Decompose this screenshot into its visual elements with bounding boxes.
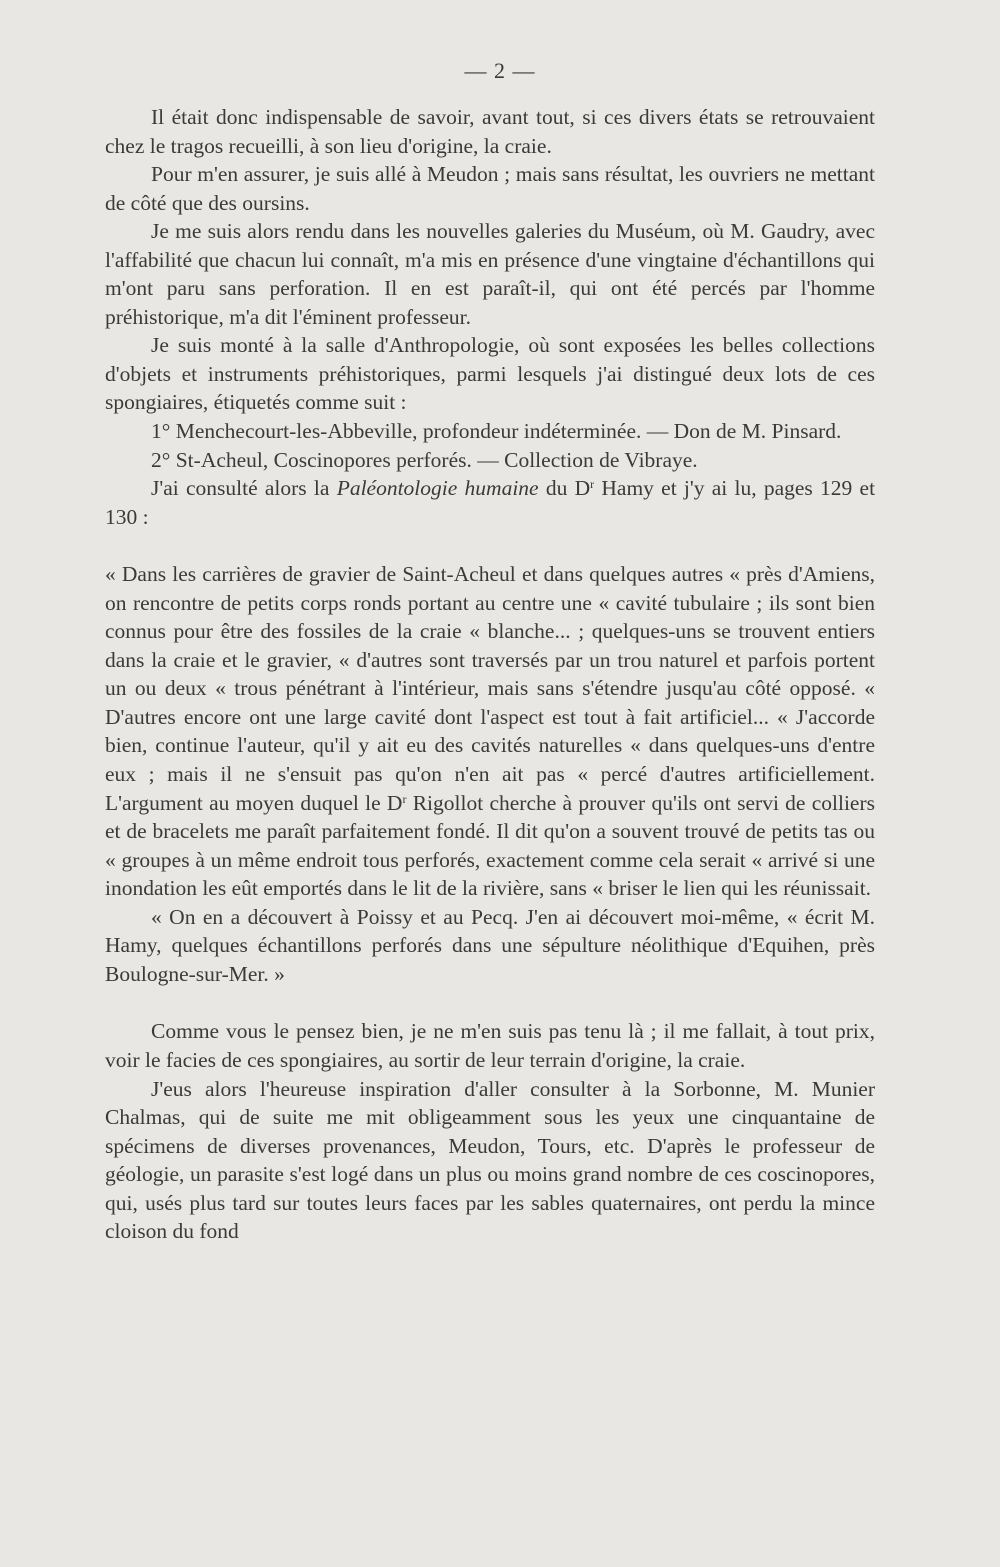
paragraph: J'eus alors l'heureuse inspiration d'aller consulter à la Sorbonne, M. Munier Chalmas, qui de suite me mit obligeamment sous les yeux une cinquantaine de spécimens de diverses provenances, Meudon, Tours, etc. D'après le professeur de géologie, un parasite s'est logé dans un plus ou moins grand nombre de ces coscinopores, qui, usés plus tard sur toutes leurs faces par les sables quaternaires, ont perdu la mince cloison du fond [105, 1076, 875, 1244]
quotation [105, 560, 875, 903]
spacer [105, 988, 875, 1017]
list-item: 1° Menchecourt-les-Abbeville, profondeur indéterminée. — Don de M. Pinsard. [151, 419, 842, 444]
text-run: du D [545, 476, 591, 501]
page-number: — 2 — [464, 58, 536, 83]
quotation: « On en a découvert à Poissy et au Pecq. J'en ai découvert moi-même, « écrit M. Hamy, quelques échantillons perforés dans une sépulture néolithique d'Equihen, près Boulogne-sur-Mer. » [105, 904, 875, 986]
text-run: « Dans les carrières de gravier de Saint-Acheul et dans quelques autres « près d'Amiens, on rencontre de petits corps ronds portant au centre une « cavité tubulaire ; ils sont bien connus pour être des fossiles de la craie « blanche... ; quelques-uns se trouvent entiers dans la craie et le gravier, « d'autres sont traversés par un trou naturel et parfois portent un ou deux « trous pénétrant à l'intérieur, mais sans s'étendre jusqu'au côté opposé. « D'autres encore ont une large cavité dont l'aspect est tout à fait artificiel... « J'accorde bien, continue l'auteur, qu'il y ait eu des cavités naturelles « dans quelques-uns d'entre eux ; mais il ne s'ensuit pas qu'on n'en ait pas « percé d'autres artificiellement. L'argument au moyen duquel le D [105, 562, 875, 815]
superscript: r [402, 791, 407, 806]
text-run: J'ai consulté alors la [151, 476, 330, 501]
paragraph [105, 474, 875, 531]
paragraph: Pour m'en assurer, je suis allé à Meudon ; mais sans résultat, les ouvriers ne mettant de côté que des oursins. [105, 162, 875, 215]
paragraph: Comme vous le pensez bien, je ne m'en suis pas tenu là ; il me fallait, à tout prix, voir le facies de ces spongiaires, au sortir de leur terrain d'origine, la craie. [105, 1019, 875, 1072]
text-run: Rigollot cherche à prouver qu'ils ont servi de colliers et de bracelets me paraît parfaitement fondé. Il dit qu'on a souvent trouvé de petits tas ou « groupes à un même endroit tous perforés, exactement comme cela serait « arrivé si une inondation les eût emportés dans le lit de la rivière, sans « briser le lien qui les réunissait. [105, 790, 876, 901]
spacer [105, 531, 875, 560]
superscript: r [590, 477, 595, 492]
paragraph: Je suis monté à la salle d'Anthropologie, où sont exposées les belles collections d'objets et instruments préhistoriques, parmi lesquels j'ai distingué deux lots de ces spongiaires, étiquetés comme suit : [105, 333, 875, 415]
paragraph: Je me suis alors rendu dans les nouvelles galeries du Muséum, où M. Gaudry, avec l'affabilité que chacun lui connaît, m'a mis en présence d'une vingtaine d'échantillons qui m'ont paru sans perforation. Il en est paraît-il, qui ont été percés par l'homme préhistorique, m'a dit l'éminent professeur. [105, 219, 875, 329]
text-run: Hamy et j'y ai lu, pages 129 et 130 : [105, 476, 876, 529]
paragraph: Il était donc indispensable de savoir, avant tout, si ces divers états se retrouvaient chez le tragos recueilli, à son lieu d'origine, la craie. [105, 105, 875, 158]
body-text [105, 103, 875, 1246]
list-item: 2° St-Acheul, Coscinopores perforés. — Collection de Vibraye. [151, 447, 698, 472]
book-title: Paléontologie humaine [336, 476, 539, 501]
